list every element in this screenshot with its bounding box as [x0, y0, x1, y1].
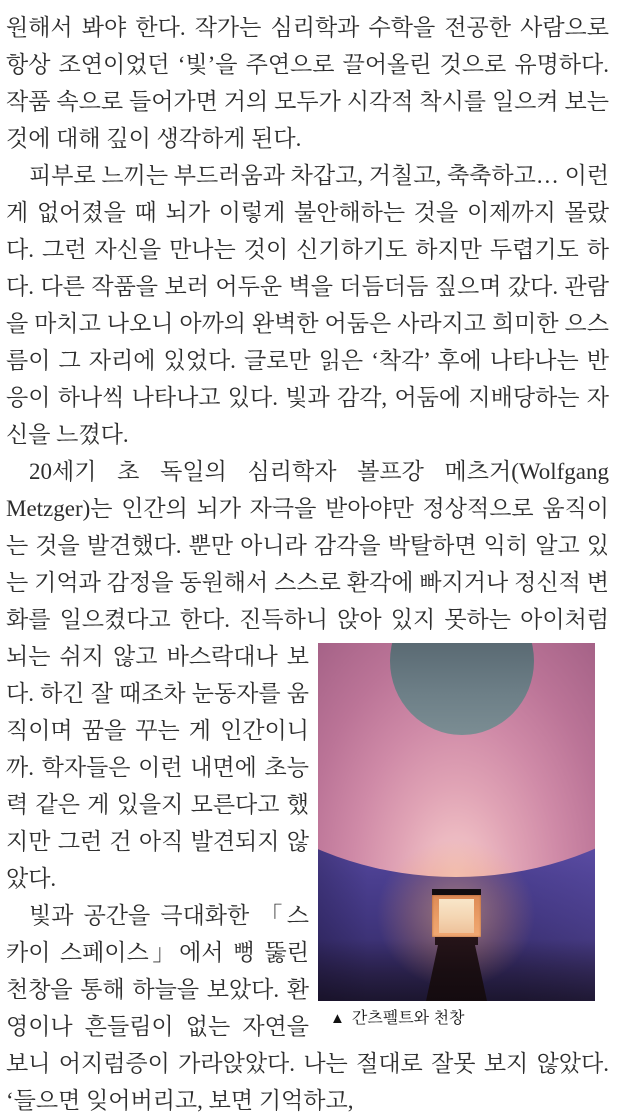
figure-caption-text: 간츠펠트와 천창	[351, 1010, 465, 1027]
doorway	[432, 895, 481, 937]
up-triangle-icon: ▲	[330, 1010, 345, 1027]
paragraph-4: 빛과 공간을 극대화한 「스카이 스페이스」에서 뻥 뚫린 천창을 통해 하늘을 보았다. 환영이나 흔들림이 없는 자연을 보니 어지럼증이 가라앉았다. 나는 절대로 잘못 보지 않았다. ‘들으면 잊어버리고, 보면 기억하고,	[6, 903, 609, 1113]
doorway-light	[439, 899, 474, 933]
skyspace-photo	[318, 643, 595, 1001]
paragraph-1: 원해서 봐야 한다. 작가는 심리학과 수학을 전공한 사람으로 항상 조연이었던 ‘빛’을 주연으로 끌어올린 것으로 유명하다. 작품 속으로 들어가면 거의 모두가 시각적 착시를 일으켜 보는 것에 대해 깊이 생각하게 된다.	[6, 15, 609, 151]
figure-caption	[318, 1008, 595, 1029]
paragraph-3-text-after-figure: 처럼 뇌는 쉬지 않고 바스락대나 보다. 하긴 잘 때조차 눈동자를 움직이며 꿈을 꾸는 게 인간이니까. 학자들은 이런 내면에 초능력 같은 게 있을지 모른다고 했지만 그런 건 아직 발견되지 않았다.	[6, 607, 609, 891]
paragraph-2: 피부로 느끼는 부드러움과 차갑고, 거칠고, 축축하고… 이런 게 없어졌을 때 뇌가 이렇게 불안해하는 것을 이제까지 몰랐다. 그런 자신을 만나는 것이 신기하기도 하지만 두렵기도 하다. 다른 작품을 보러 어두운 벽을 더듬더듬 짚으며 갔다. 관람을 마치고 나오니 아까의 완벽한 어둠은 사라지고 희미한 으스름이 그 자리에 있었다. 글로만 읽은 ‘착각’ 후에 나타나는 반응이 하나씩 나타나고 있다. 빛과 감각, 어둠에 지배당하는 자신을 느꼈다.	[6, 163, 610, 447]
figure-ganzfeld-skyspace	[318, 643, 595, 1029]
paragraph-3-text-before-figure: 20세기 초 독일의 심리학자 볼프강 메츠거(Wolfgang Metzger)는 인간의 뇌가 자극을 받아야만 정상적으로 움직이는 것을 발견했다. 뿐만 아니라 감각을 박탈하면 익히 알고 있는 기억과 감정을 동원해서 스스로 환각에 빠지거나 정신적 변화를 일으켰다고 한다. 진득하니 앉아 있지 못하는 아이	[6, 459, 609, 632]
